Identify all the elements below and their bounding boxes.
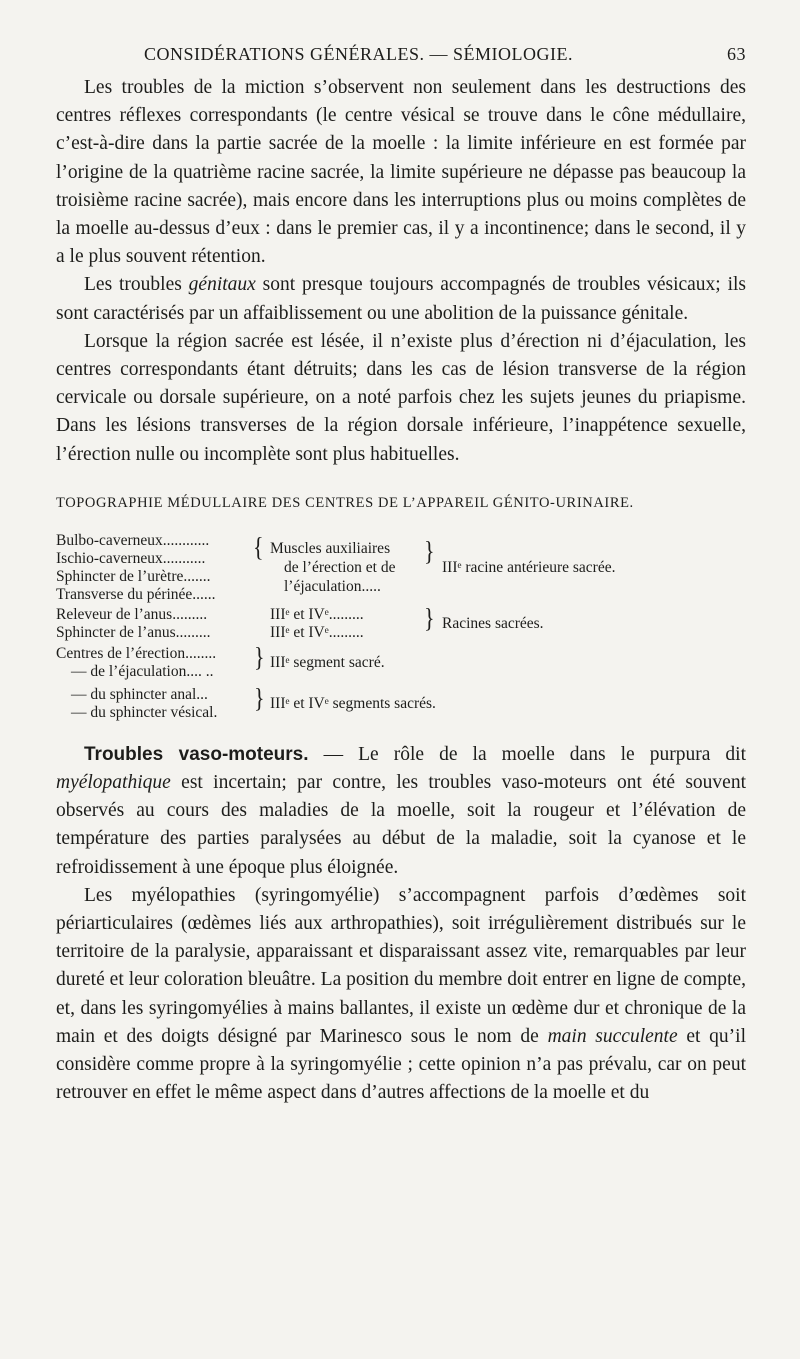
paragraph-myelopathies bbox=[56, 882, 746, 1108]
section-heading: Troubles vaso-moteurs. bbox=[84, 743, 309, 765]
brace-left: { bbox=[253, 530, 264, 562]
row-label: Ischio-caverneux........... bbox=[56, 549, 206, 567]
brace-right: } bbox=[424, 601, 435, 633]
topography-heading: TOPOGRAPHIE MÉDULLAIRE DES CENTRES DE L’APPAREIL GÉNITO-URINAIRE. bbox=[56, 494, 634, 511]
text: sont presque toujours accompagnés de troubles vésicaux; ils sont caractérisés par un affaiblissement ou une abolition de la puissance génitale. bbox=[56, 274, 746, 324]
paragraph-vaso-moteurs bbox=[56, 741, 746, 882]
book-page bbox=[56, 0, 746, 1107]
row-label: — du sphincter anal... bbox=[71, 685, 208, 703]
row-label: Transverse du périnée...... bbox=[56, 585, 216, 603]
running-header bbox=[56, 0, 746, 64]
muscles-line: de l’érection et de bbox=[284, 558, 396, 576]
text: est incertain; par contre, les troubles vaso-moteurs ont été souvent observés au cours des maladies de la moelle, soit la rougeur et l’élévation de température des parties paralysées au début de la maladie, soit la cyanose et le refroidissement à une époque plus éloignée. bbox=[56, 772, 746, 878]
brace-right: } bbox=[424, 534, 435, 566]
row-value: IIIᵉ et IVᵉ......... bbox=[270, 623, 364, 641]
row-label: Bulbo-caverneux............ bbox=[56, 531, 210, 549]
paragraph-genitaux bbox=[56, 271, 746, 327]
brace-right: } bbox=[254, 640, 265, 672]
brace-right: } bbox=[254, 681, 265, 713]
text: Les myélopathies (syringomyélie) s’accompagnent parfois d’œdèmes soit périarticulaires (œdèmes liés aux arthropathies), soit irrégulièrement distribués sur le territoire de la paralysie, apparaissant et disparaissant assez vite, remarquables par leur dureté et leur coloration bleuâtre. La position du membre doit entrer en ligne de compte, et, dans les syringomyélies à mains ballantes, il existe un œdème dur et chronique de la main et des doigts désigné par Marinesco sous le nom de bbox=[56, 884, 746, 1047]
muscles-line: Muscles auxiliaires bbox=[270, 539, 391, 557]
segment-value: IIIᵉ segment sacré. bbox=[270, 653, 385, 671]
muscles-line: l’éjaculation..... bbox=[284, 577, 381, 595]
row-label: Centres de l’érection........ bbox=[56, 644, 217, 662]
text: — Le rôle de la moelle dans le purpura dit bbox=[308, 743, 746, 765]
row-label: — de l’éjaculation.... .. bbox=[71, 662, 214, 680]
segment-value: IIIᵉ et IVᵉ segments sacrés. bbox=[270, 694, 436, 712]
header-title: CONSIDÉRATIONS GÉNÉRALES. — SÉMIOLOGIE. bbox=[144, 44, 573, 64]
row-label: Sphincter de l’urètre....... bbox=[56, 567, 211, 585]
row-label: Sphincter de l’anus......... bbox=[56, 623, 211, 641]
italic-term: main succulente bbox=[547, 1025, 678, 1047]
paragraph-miction: Les troubles de la miction s’observent non seulement dans les destructions des centres réflexes correspondants (le centre vésical se trouve dans le cône médullaire, c’est-à-dire dans la partie sacrée de la moelle : la limite inférieure en est formée par l’origine de la quatrième racine sacrée, la limite supérieure ne dépasse pas beaucoup la troisième racine sacrée), mais encore dans les interruptions plus ou moins complètes de la moelle au-dessus d’eux : dans le premier cas, il y a incontinence; dans le second, il y a le plus souvent rétention. bbox=[56, 77, 746, 268]
row-label: — du sphincter vésical. bbox=[71, 703, 218, 721]
italic-term: génitaux bbox=[188, 274, 256, 296]
paragraph-region-sacree: Lorsque la région sacrée est lésée, il n’existe plus d’érection ni d’éjaculation, les centres correspondants étant détruits; dans les cas de lésion transverse de la région cervicale ou dorsale supérieure, on a noté parfois chez les sujets jeunes du priapisme. Dans les lésions transverses de la région dorsale inférieure, l’inappétence sexuelle, l’érection nulle ou incomplète sont plus habituelles. bbox=[56, 330, 746, 465]
text: et qu’il considère comme propre à la syringomyélie ; cette opinion n’a pas prévalu, car on peut retrouver en effet le même aspect dans d’autres affections de la moelle et du bbox=[56, 1025, 747, 1104]
topography-table bbox=[56, 532, 746, 727]
page-number: 63 bbox=[727, 44, 746, 64]
text: Les troubles bbox=[84, 274, 189, 296]
row-label: Releveur de l’anus......... bbox=[56, 605, 208, 623]
root-value: Racines sacrées. bbox=[442, 614, 544, 632]
row-value: IIIᵉ et IVᵉ......... bbox=[270, 605, 364, 623]
italic-term: myélopathique bbox=[56, 772, 171, 794]
root-value: IIIᵉ racine antérieure sacrée. bbox=[442, 558, 616, 576]
